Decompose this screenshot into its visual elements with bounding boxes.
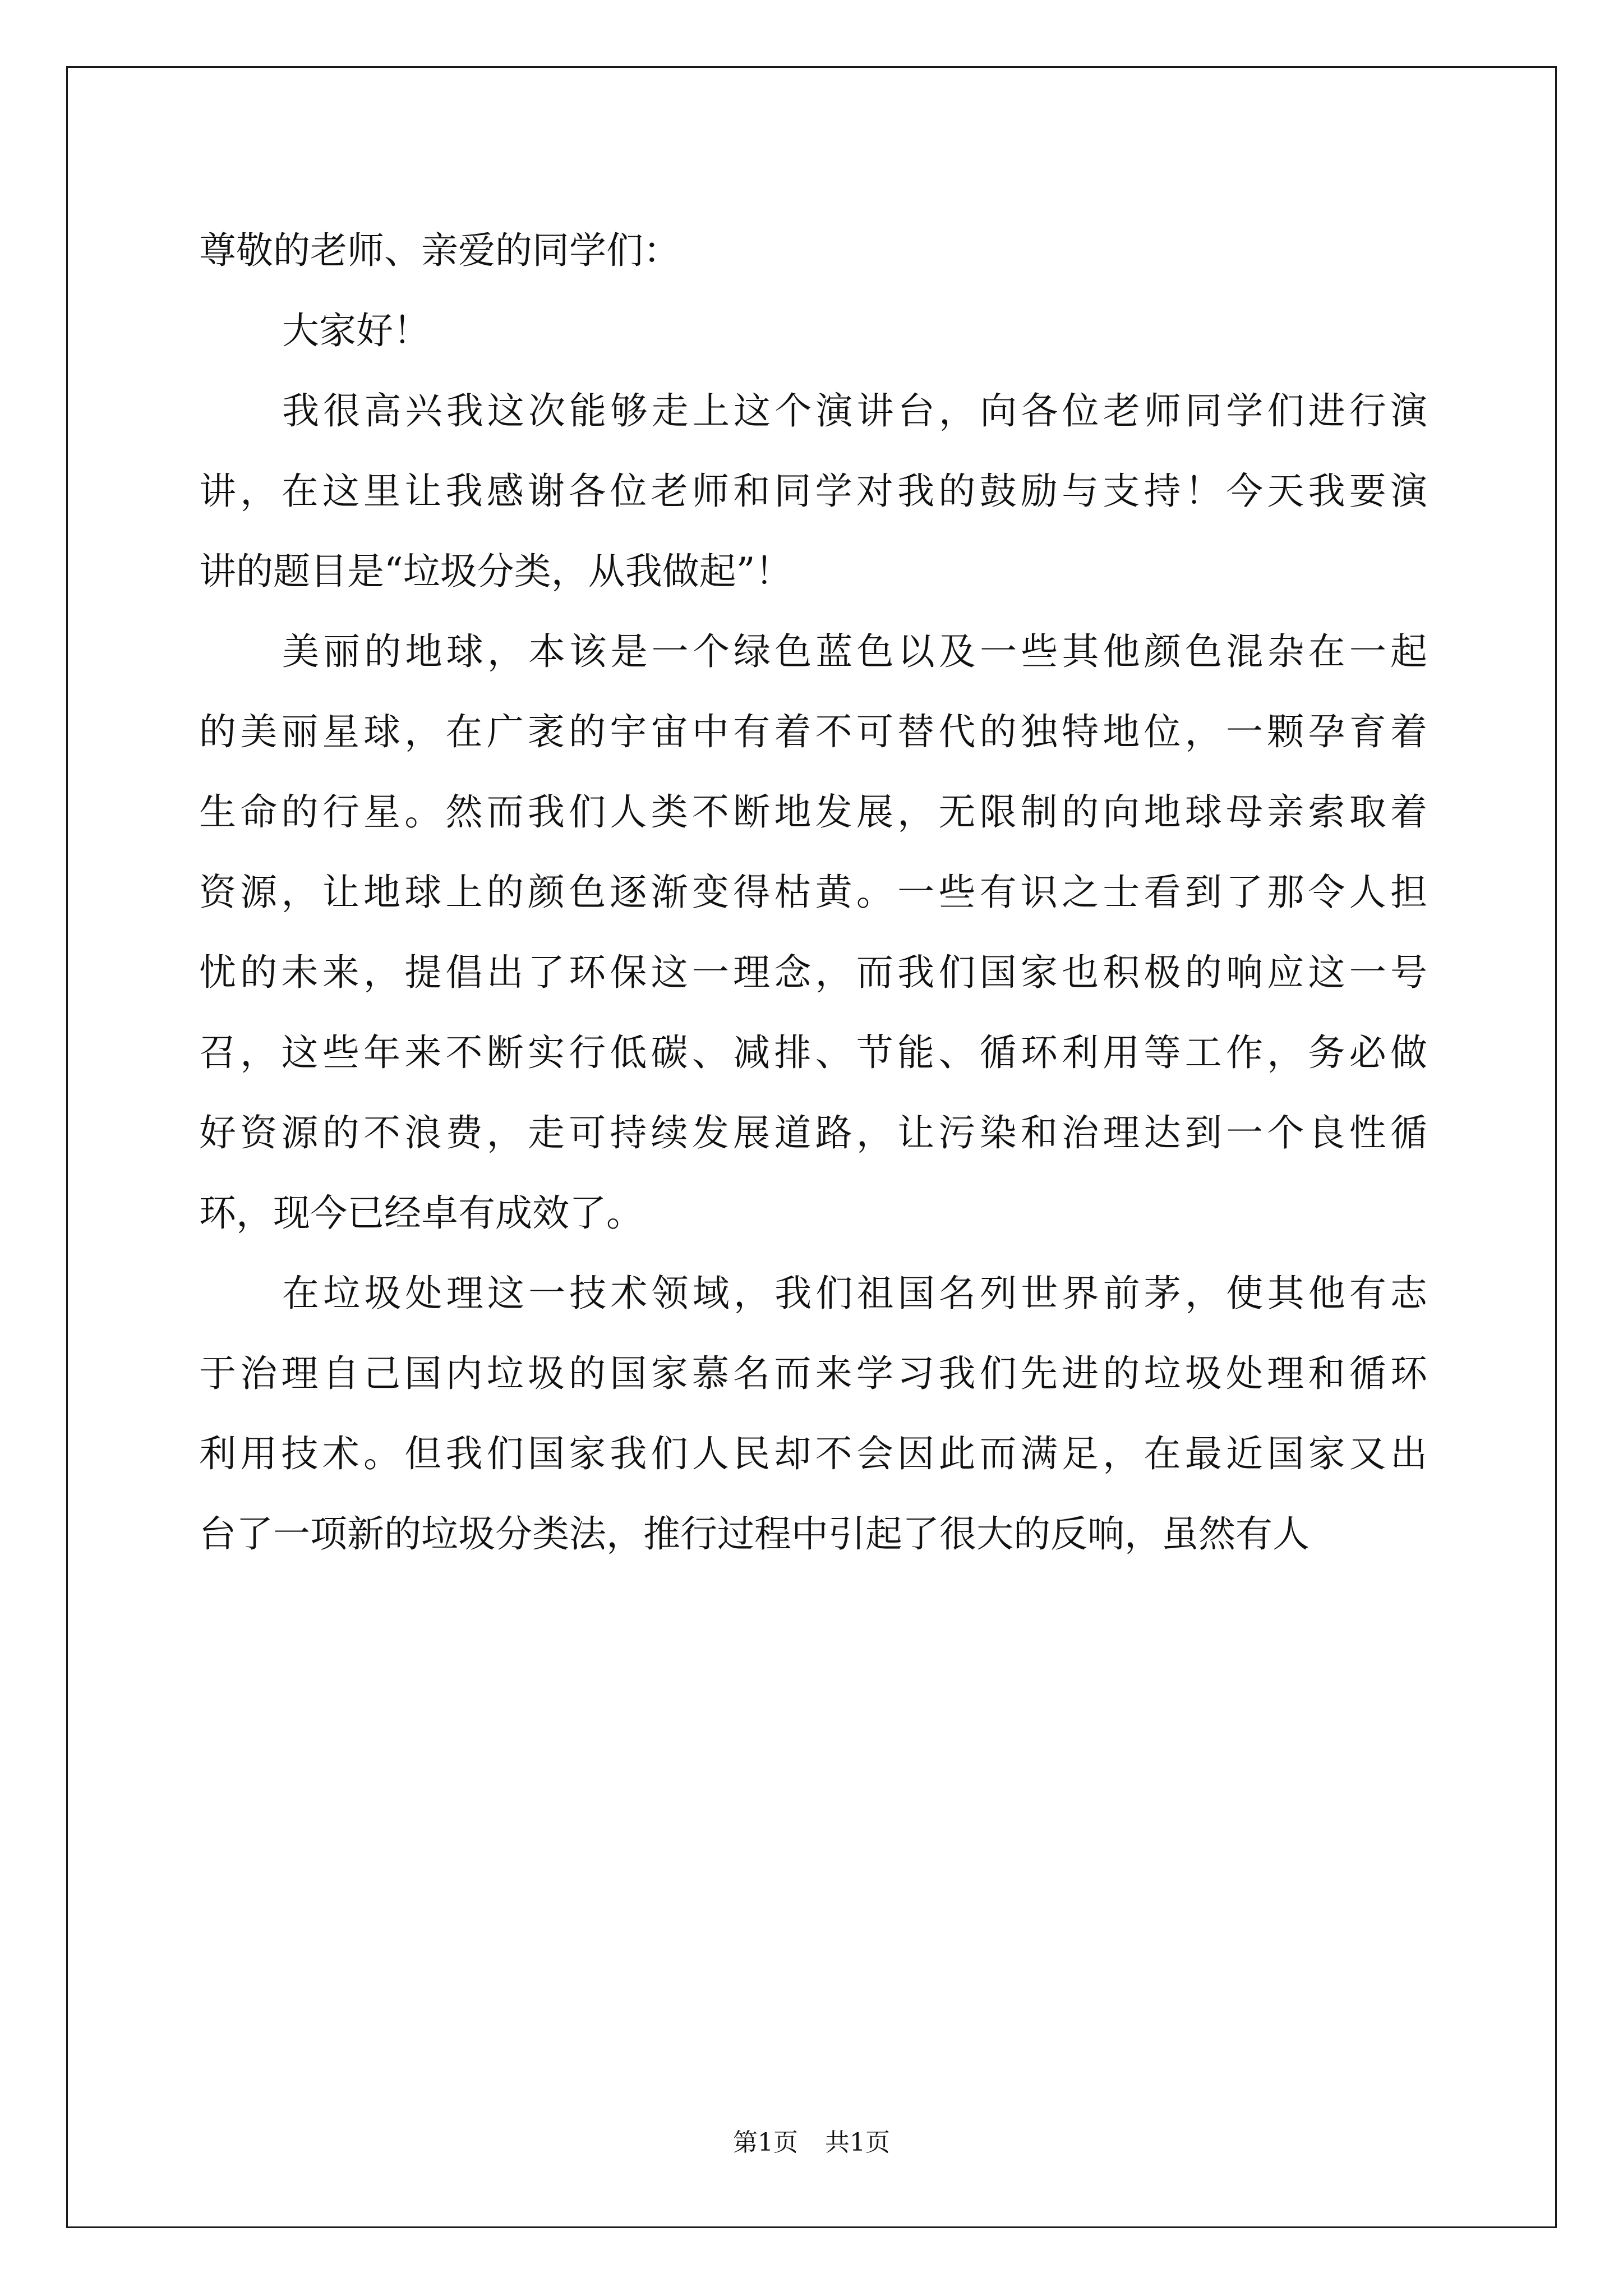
paragraph-line: 大家好！	[282, 309, 430, 352]
paragraph-line: 资源，让地球上的颜色逐渐变得枯黄。一些有识之士看到了那令人担	[199, 871, 1427, 914]
document-body	[199, 210, 1427, 1574]
paragraph-line: 美丽的地球，本该是一个绿色蓝色以及一些其他颜色混杂在一起	[282, 630, 1427, 673]
paragraph-line: 讲的题目是“垃圾分类，从我做起”！	[199, 550, 792, 593]
page-footer	[0, 2126, 1623, 2160]
paragraph-line: 台了一项新的垃圾分类法，推行过程中引起了很大的反响，虽然有人	[199, 1512, 1310, 1556]
paragraph-line: 我很高兴我这次能够走上这个演讲台，向各位老师同学们进行演	[282, 389, 1427, 432]
paragraph-line: 忧的未来，提倡出了环保这一理念，而我们国家也积极的响应这一号	[199, 951, 1427, 994]
paragraph-line: 生命的行星。然而我们人类不断地发展，无限制的向地球母亲索取着	[199, 790, 1427, 834]
paragraph-line: 讲，在这里让我感谢各位老师和同学对我的鼓励与支持！今天我要演	[199, 470, 1427, 513]
paragraph-line: 于治理自己国内垃圾的国家慕名而来学习我们先进的垃圾处理和循环	[199, 1352, 1427, 1395]
paragraph-line: 利用技术。但我们国家我们人民却不会因此而满足，在最近国家又出	[199, 1432, 1427, 1475]
page-number: 第1页	[733, 2128, 798, 2157]
paragraph-line: 好资源的不浪费，走可持续发展道路，让污染和治理达到一个良性循	[199, 1111, 1427, 1154]
paragraph-line: 召，这些年来不断实行低碳、减排、节能、循环利用等工作，务必做	[199, 1031, 1427, 1074]
paragraph-line: 尊敬的老师、亲爱的同学们：	[199, 229, 680, 272]
paragraph-line: 的美丽星球，在广袤的宇宙中有着不可替代的独特地位，一颗孕育着	[199, 710, 1427, 753]
paragraph-line: 在垃圾处理这一技术领域，我们祖国名列世界前茅，使其他有志	[282, 1272, 1427, 1315]
paragraph-line: 环，现今已经卓有成效了。	[199, 1191, 643, 1235]
page-total: 共1页	[825, 2128, 890, 2157]
